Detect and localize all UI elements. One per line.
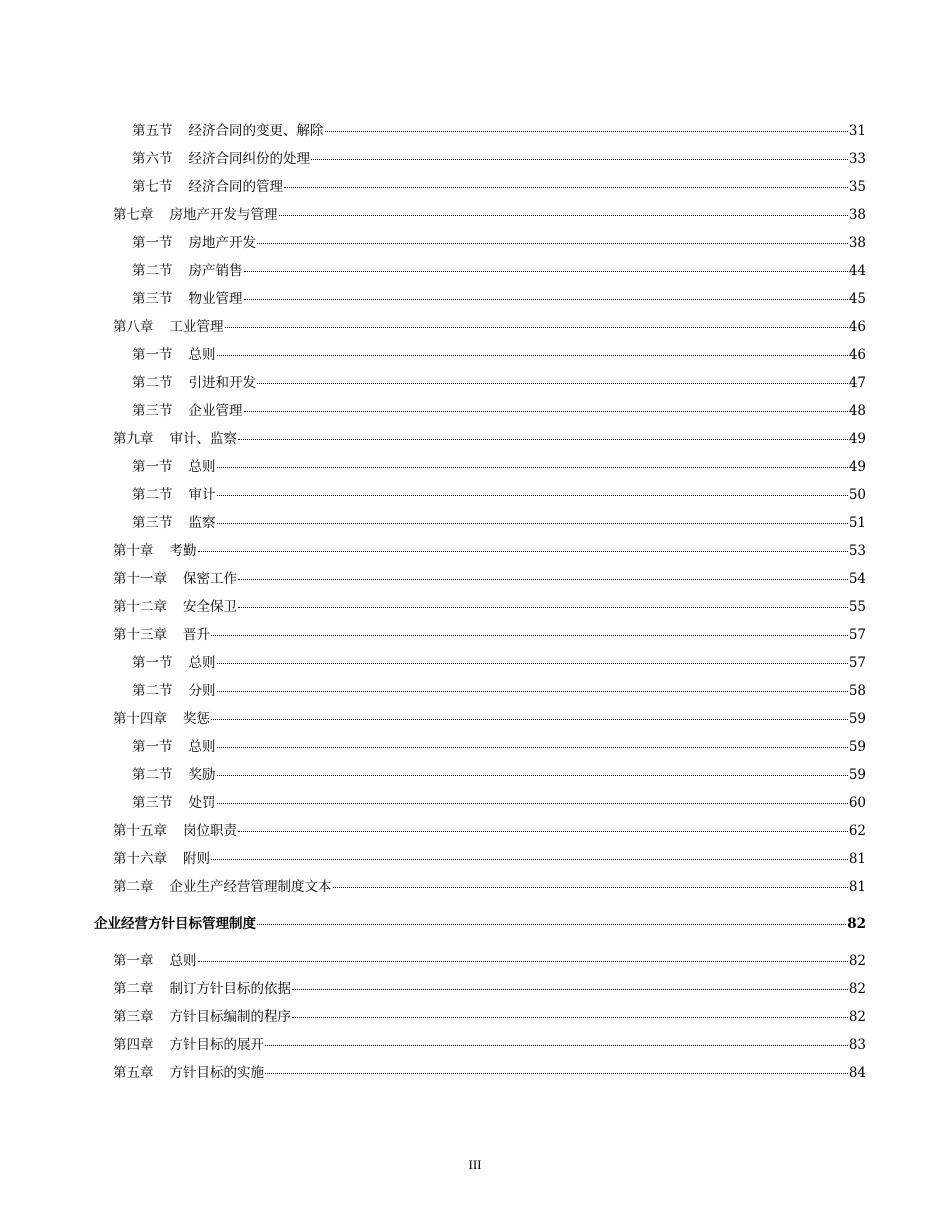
toc-entry-number: 第一节	[132, 347, 173, 363]
toc-entry-title: 房地产开发与管理	[169, 207, 278, 223]
toc-entry[interactable]	[132, 653, 866, 673]
toc-dot-leader	[217, 663, 848, 664]
toc-entry-page: 82	[848, 953, 866, 969]
toc-entry[interactable]	[132, 457, 866, 477]
toc-entry-number: 第一节	[132, 655, 173, 671]
toc-entry-title: 经济合同的管理	[188, 179, 283, 195]
toc-entry[interactable]	[113, 569, 866, 589]
toc-entry-page: 83	[848, 1037, 866, 1053]
toc-entry-title: 岗位职责	[183, 823, 237, 839]
toc-entry-number: 第二节	[132, 487, 173, 503]
toc-dot-leader	[238, 579, 848, 580]
toc-entry-number: 第七章	[113, 207, 154, 223]
toc-dot-leader	[333, 887, 848, 888]
toc-entry-number: 第六节	[132, 151, 173, 167]
toc-entry-number: 第一章	[113, 953, 154, 969]
toc-dot-leader	[244, 411, 848, 412]
toc-dot-leader	[325, 131, 848, 132]
toc-entry-page: 53	[848, 543, 866, 559]
toc-entry-page: 82	[848, 1009, 866, 1025]
toc-entry-number: 第一节	[132, 739, 173, 755]
toc-entry-page: 38	[848, 207, 866, 223]
toc-entry[interactable]	[113, 625, 866, 645]
toc-entry[interactable]	[132, 289, 866, 309]
toc-entry[interactable]	[132, 233, 866, 253]
toc-entry-title: 审计、监察	[169, 431, 237, 447]
toc-entry-title: 监察	[188, 515, 216, 531]
toc-entry-title: 分则	[188, 683, 216, 699]
toc-entry-title: 总则	[188, 459, 216, 475]
toc-entry[interactable]	[113, 541, 866, 561]
toc-entry-title: 企业经营方针目标管理制度	[94, 916, 256, 932]
toc-entry-title: 安全保卫	[183, 599, 237, 615]
toc-entry-number: 第七节	[132, 179, 173, 195]
toc-entry-title: 保密工作	[183, 571, 237, 587]
toc-entry-number: 第一节	[132, 459, 173, 475]
toc-entry-number: 第三节	[132, 291, 173, 307]
toc-entry[interactable]	[113, 1007, 866, 1027]
toc-entry[interactable]	[132, 737, 866, 757]
toc-entry-title: 房产销售	[188, 263, 243, 279]
toc-entry-title: 工业管理	[169, 319, 224, 335]
toc-entry-title: 方针目标编制的程序	[169, 1009, 291, 1025]
toc-dot-leader	[217, 747, 848, 748]
toc-entry-number: 第二章	[113, 981, 154, 997]
toc-dot-leader	[257, 924, 846, 925]
toc-entry-page: 58	[848, 683, 866, 699]
toc-dot-leader	[244, 271, 848, 272]
toc-entry-page: 46	[848, 319, 866, 335]
toc-entry[interactable]	[113, 429, 866, 449]
toc-dot-leader	[311, 159, 848, 160]
toc-entry-title: 审计	[188, 487, 216, 503]
toc-entry-number: 第三节	[132, 515, 173, 531]
toc-entry[interactable]	[113, 205, 866, 225]
toc-dot-leader	[238, 831, 848, 832]
toc-entry-page: 57	[848, 627, 866, 643]
toc-entry[interactable]	[132, 485, 866, 505]
toc-entry-page: 47	[848, 375, 866, 391]
toc-entry-page: 49	[848, 459, 866, 475]
toc-entry[interactable]	[94, 914, 866, 934]
toc-entry-title: 企业生产经营管理制度文本	[169, 879, 332, 895]
toc-entry-page: 84	[848, 1065, 866, 1081]
toc-entry[interactable]	[132, 793, 866, 813]
toc-entry-number: 第二节	[132, 767, 173, 783]
toc-dot-leader	[211, 719, 848, 720]
toc-entry-page: 45	[848, 291, 866, 307]
toc-entry[interactable]	[132, 149, 866, 169]
toc-entry-page: 55	[848, 599, 866, 615]
toc-entry[interactable]	[132, 345, 866, 365]
toc-entry-title: 企业管理	[188, 403, 243, 419]
toc-entry-title: 晋升	[183, 627, 210, 643]
toc-entry-page: 82	[847, 916, 866, 932]
toc-entry-title: 制订方针目标的依据	[169, 981, 291, 997]
toc-dot-leader	[217, 803, 848, 804]
toc-entry-title: 附则	[183, 851, 210, 867]
toc-entry-number: 第十五章	[113, 823, 167, 839]
toc-entry-title: 物业管理	[188, 291, 243, 307]
toc-dot-leader	[217, 691, 848, 692]
toc-entry-title: 处罚	[188, 795, 216, 811]
toc-entry-title: 方针目标的实施	[169, 1065, 264, 1081]
toc-entry[interactable]	[132, 177, 866, 197]
toc-entry[interactable]	[132, 121, 866, 141]
toc-entry-number: 第十一章	[113, 571, 167, 587]
toc-entry-number: 第二章	[113, 879, 154, 895]
toc-dot-leader	[211, 635, 848, 636]
page-number: III	[468, 1157, 482, 1172]
toc-entry-page: 35	[848, 179, 866, 195]
toc-entry-title: 方针目标的展开	[169, 1037, 264, 1053]
toc-entry-number: 第一节	[132, 235, 173, 251]
toc-dot-leader	[217, 467, 848, 468]
toc-entry-page: 82	[848, 981, 866, 997]
toc-dot-leader	[284, 187, 848, 188]
toc-entry-page: 38	[848, 235, 866, 251]
toc-entry-page: 60	[848, 795, 866, 811]
toc-dot-leader	[217, 523, 848, 524]
toc-entry-page: 48	[848, 403, 866, 419]
toc-entry-page: 59	[848, 767, 866, 783]
toc-entry-number: 第三节	[132, 795, 173, 811]
toc-entry-number: 第二节	[132, 375, 173, 391]
toc-entry[interactable]	[113, 1035, 866, 1055]
toc-entry[interactable]	[113, 317, 866, 337]
toc-dot-leader	[257, 383, 848, 384]
toc-entry-page: 57	[848, 655, 866, 671]
toc-entry-page: 50	[848, 487, 866, 503]
toc-entry-number: 第十章	[113, 543, 154, 559]
toc-entry-page: 33	[848, 151, 866, 167]
toc-entry-number: 第九章	[113, 431, 154, 447]
toc-dot-leader	[238, 439, 848, 440]
toc-entry-title: 总则	[188, 739, 216, 755]
toc-dot-leader	[292, 989, 848, 990]
toc-entry-title: 总则	[169, 953, 197, 969]
toc-entry-title: 总则	[188, 347, 216, 363]
toc-entry-number: 第八章	[113, 319, 154, 335]
toc-entry-title: 经济合同纠份的处理	[188, 151, 310, 167]
toc-dot-leader	[265, 1045, 848, 1046]
toc-entry[interactable]	[113, 849, 866, 869]
toc-entry-number: 第四章	[113, 1037, 154, 1053]
toc-dot-leader	[238, 607, 848, 608]
toc-entry[interactable]	[132, 681, 866, 701]
toc-entry-page: 44	[848, 263, 866, 279]
toc-dot-leader	[217, 355, 848, 356]
toc-entry-title: 经济合同的变更、解除	[188, 123, 324, 139]
toc-entry-number: 第三章	[113, 1009, 154, 1025]
toc-dot-leader	[279, 215, 848, 216]
toc-entry-title: 奖惩	[183, 711, 210, 727]
toc-entry-title: 考勤	[169, 543, 197, 559]
toc-entry-page: 51	[848, 515, 866, 531]
toc-entry-number: 第十四章	[113, 711, 167, 727]
toc-entry-number: 第五章	[113, 1065, 154, 1081]
toc-entry-title: 引进和开发	[188, 375, 256, 391]
toc-dot-leader	[217, 775, 848, 776]
toc-entry-page: 59	[848, 711, 866, 727]
toc-dot-leader	[198, 961, 848, 962]
toc-entry-page: 54	[848, 571, 866, 587]
toc-entry-page: 62	[848, 823, 866, 839]
toc-entry-number: 第十三章	[113, 627, 167, 643]
toc-entry[interactable]	[132, 765, 866, 785]
toc-dot-leader	[292, 1017, 848, 1018]
toc-entry-number: 第二节	[132, 263, 173, 279]
toc-dot-leader	[244, 299, 848, 300]
toc-entry-number: 第五节	[132, 123, 173, 139]
toc-entry[interactable]	[132, 261, 866, 281]
toc-entry[interactable]	[132, 513, 866, 533]
toc-dot-leader	[211, 859, 848, 860]
toc-entry-page: 46	[848, 347, 866, 363]
toc-dot-leader	[225, 327, 848, 328]
toc-entry-page: 49	[848, 431, 866, 447]
toc-dot-leader	[257, 243, 848, 244]
toc-entry-page: 81	[848, 879, 866, 895]
toc-entry-title: 奖励	[188, 767, 216, 783]
toc-entry-number: 第二节	[132, 683, 173, 699]
toc-entry[interactable]	[113, 979, 866, 999]
toc-entry[interactable]	[132, 401, 866, 421]
toc-entry[interactable]	[113, 951, 866, 971]
toc-entry-page: 31	[848, 123, 866, 139]
toc-entry[interactable]	[113, 597, 866, 617]
toc-dot-leader	[265, 1073, 848, 1074]
toc-entry-number: 第十二章	[113, 599, 167, 615]
toc-entry[interactable]	[113, 821, 866, 841]
toc-entry-number: 第十六章	[113, 851, 167, 867]
toc-entry[interactable]	[113, 877, 866, 897]
toc-entry[interactable]	[113, 1063, 866, 1083]
toc-dot-leader	[217, 495, 848, 496]
toc-entry[interactable]	[132, 373, 866, 393]
toc-entry-title: 房地产开发	[188, 235, 256, 251]
toc-entry-page: 59	[848, 739, 866, 755]
toc-entry-title: 总则	[188, 655, 216, 671]
toc-entry[interactable]	[113, 709, 866, 729]
toc-entry-page: 81	[848, 851, 866, 867]
toc-entry-number: 第三节	[132, 403, 173, 419]
toc-dot-leader	[198, 551, 848, 552]
